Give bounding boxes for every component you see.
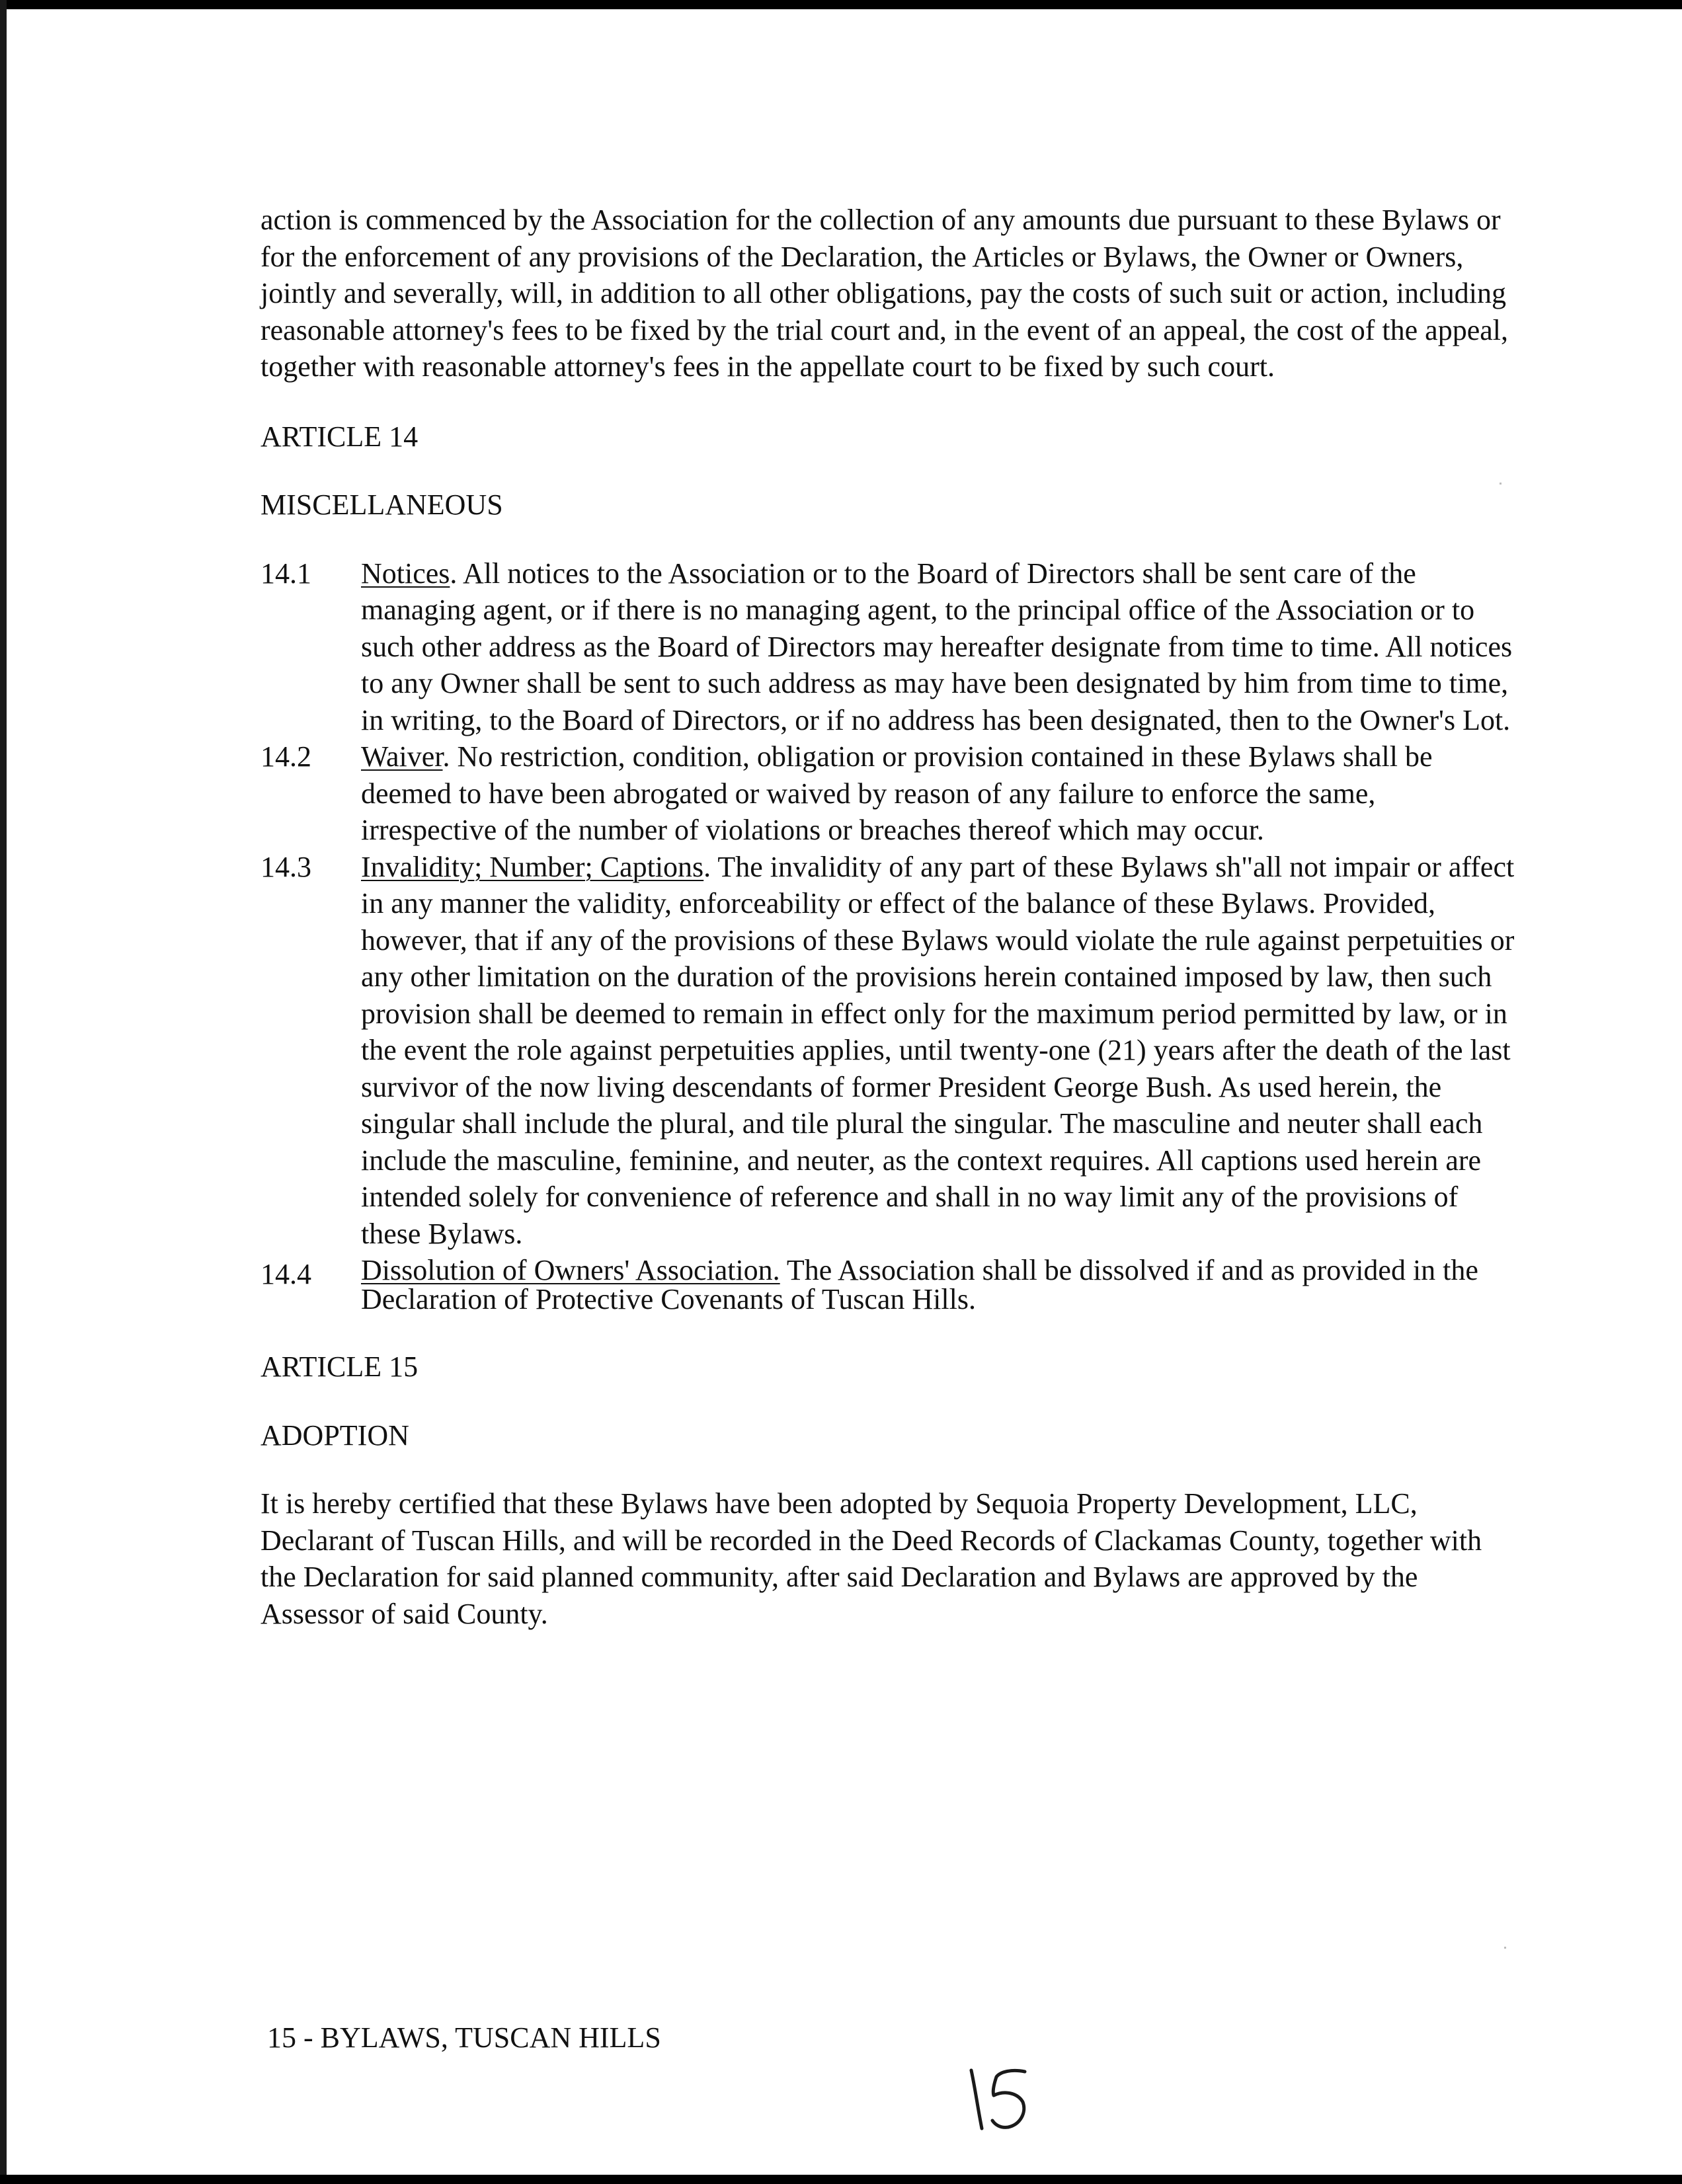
scan-edge-left xyxy=(0,0,7,2184)
section-number: 14.1 xyxy=(260,557,311,590)
section-text: No restriction, condition, obligation or provision contained in these Bylaws shall be deemed to have been abrogated or waived by reason of any failure to enforce the same, irrespective of the number of violations or breaches thereof which may occur. xyxy=(361,740,1433,846)
section-body xyxy=(361,555,1517,739)
scan-edge-bottom xyxy=(0,2175,1682,2184)
section-caption: Invalidity; Number; Captions xyxy=(361,850,704,883)
handwritten-page-number xyxy=(962,2062,1041,2135)
article-14-number: ARTICLE 14 xyxy=(260,420,419,453)
scan-speck xyxy=(1504,1947,1506,1949)
section-caption-punct: . xyxy=(442,740,450,773)
article-15-title: ADOPTION xyxy=(260,1419,409,1452)
section-number: 14.2 xyxy=(260,740,311,773)
section-number: 14.3 xyxy=(260,850,311,883)
section-body xyxy=(361,738,1517,849)
section-text: The invalidity of any part of these Bylaws sh"all not impair or affect in any manner the validity, enforceability or effect of the balance of these Bylaws. Provided, however, that if any of the provisions of these Bylaws would violate the rule against perpetuities or any other limitation on the duration of the provisions herein contained imposed by law, then such provision shall be deemed to remain in effect only for the maximum period permitted by law, or in the event the role against perpetuities applies, until twenty-one (21) years after the death of the last survivor of the now living descendants of former President George Bush. As used herein, the singular shall include the plural, and tile plural the singular. The masculine and neuter shall each include the masculine, feminine, and neuter, as the context requires. All captions used herein are intended solely for convenience of reference and shall in no way limit any of the provisions of these Bylaws. xyxy=(361,850,1515,1250)
scan-edge-top xyxy=(0,0,1682,9)
section-body xyxy=(361,1256,1517,1314)
section-caption-punct: . xyxy=(703,850,711,883)
section-number: 14.4 xyxy=(260,1258,311,1290)
section-text: The Association shall be dissolved if and as provided in the Declaration of Protective Covenants of Tuscan Hills. xyxy=(361,1254,1478,1315)
article-15-number: ARTICLE 15 xyxy=(260,1350,419,1383)
section-caption: Waiver xyxy=(361,740,443,773)
section-14-3 xyxy=(260,849,1517,1253)
section-caption: Dissolution of Owners' Association. xyxy=(361,1254,780,1286)
document-page xyxy=(260,202,1517,1632)
section-14-2 xyxy=(260,738,1517,849)
section-caption-punct: . xyxy=(450,557,458,590)
section-14-1 xyxy=(260,555,1517,739)
section-text: All notices to the Association or to the Board of Directors shall be sent care of the managing agent, or if there is no managing agent, to the principal office of the Association or to such other address as the Board of Directors may hereafter designate from time to time. All notices to any Owner shall be sent to such address as may have been designated by him from time to time, in writing, to the Board of Directors, or if no address has been designated, then to the Owner's Lot. xyxy=(361,557,1513,736)
section-body xyxy=(361,849,1517,1253)
adoption-paragraph: It is hereby certified that these Bylaws have been adopted by Sequoia Property Development, LLC, Declarant of Tuscan Hills, and will be recorded in the Deed Records of Clackamas County, together with the Declaration for said planned community, after said Declaration and Bylaws are approved by the Assessor of said County. xyxy=(260,1487,1482,1630)
article-14-title: MISCELLANEOUS xyxy=(260,488,503,521)
section-14-4 xyxy=(260,1256,1517,1314)
section-caption: Notices xyxy=(361,557,450,590)
opening-paragraph: action is commenced by the Association for the collection of any amounts due pursuant to these Bylaws or for the enforcement of any provisions of the Declaration, the Articles or Bylaws, the Owner or Owners, jointly and severally, will, in addition to all other obligations, pay the costs of such suit or action, including reasonable attorney's fees to be fixed by the trial court and, in the event of an appeal, the cost of the appeal, together with reasonable attorney's fees in the appellate court to be fixed by such court. xyxy=(260,204,1508,383)
page-footer: 15 - BYLAWS, TUSCAN HILLS xyxy=(267,2021,661,2054)
